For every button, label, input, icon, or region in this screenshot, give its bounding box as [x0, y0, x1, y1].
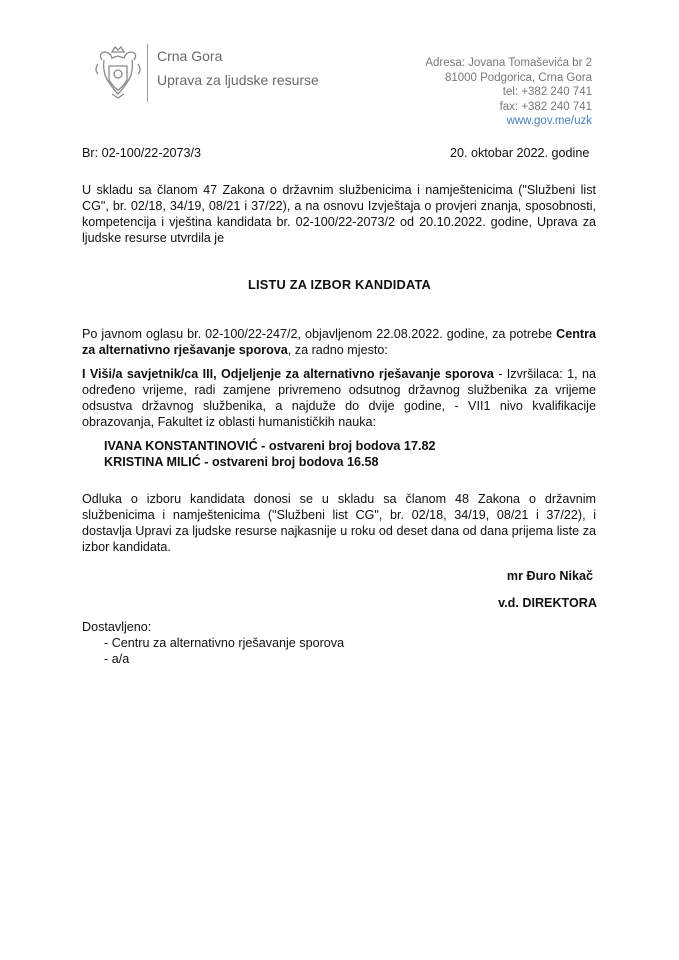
contact-address: Adresa: Jovana Tomaševića br 2 [425, 57, 592, 69]
announcement-text: Po javnom oglasu br. 02-100/22-247/2, objavljenom 22.08.2022. godine, za potrebe [82, 327, 557, 341]
contact-city: 81000 Podgorica, Crna Gora [444, 71, 592, 84]
signatory-role: v.d. DIREKTORA [498, 596, 597, 610]
position-details: - Izvršilaca: 1, na određeno vrijeme, radi zamjene privremeno odsutnog državnog službenika za vrijeme odsustva državnog službenika, a najduže do dvije godine, - VII1 nivo kvalifikacije obrazovanja, Fakultet iz oblasti humanističkih nauka: [82, 367, 596, 429]
intro-paragraph: U skladu sa članom 47 Zakona o državnim službenicima i namještenicima ("Službeni list CG", br. 02/18, 34/19, 08/21 i 37/22), a na osnovu Izvještaja o provjeri znanja, sposobnosti, kompetencija i vještina kandidata br. 02-100/22-2073/2 od 20.10.2022. godine, Uprava za ljudske resurse utvrdila je [82, 183, 596, 245]
coat-of-arms-icon [92, 44, 144, 100]
distribution-label: Dostavljeno: [82, 620, 152, 634]
contact-web-link[interactable]: www.gov.me/uzk [506, 115, 592, 127]
closing-paragraph: Odluka o izboru kandidata donosi se u skladu sa članom 48 Zakona o državnim službenicima i namještenicima ("Službeni list CG", br. 02/18, 34/19, 08/21 i 37/22), i dostavlja Upravi za ljudske resurse najkasnije u roku od deset dana od dana prijema liste za izbor kandidata. [82, 492, 596, 554]
document-date: 20. oktobar 2022. godine [450, 146, 590, 160]
distribution-item: - Centru za alternativno rješavanje sporova [104, 636, 345, 650]
contact-fax: fax: +382 240 741 [499, 100, 592, 113]
contact-block [425, 56, 592, 129]
document-title: LISTU ZA IZBOR KANDIDATA [248, 277, 431, 292]
announcement-tail: , za radno mjesto: [287, 343, 388, 357]
announcement-paragraph [82, 326, 596, 358]
org-subtitle: Uprava za ljudske resurse [157, 72, 319, 88]
candidate-1: IVANA KONSTANTINOVIĆ - ostvareni broj bodova 17.82 [104, 439, 436, 453]
signatory-name: mr Đuro Nikač [506, 569, 593, 583]
announcement-org: Centra za alternativno rješavanje sporova [82, 327, 596, 357]
distribution-item: - a/a [104, 652, 130, 666]
contact-tel: tel: +382 240 741 [502, 86, 592, 98]
org-name: Crna Gora [157, 48, 223, 64]
candidate-2: KRISTINA MILIĆ - ostvareni broj bodova 16.58 [104, 455, 379, 469]
header-divider [147, 44, 148, 102]
reference-number: Br: 02-100/22-2073/3 [82, 146, 202, 160]
position-paragraph [82, 366, 596, 430]
position-title: I Viši/a savjetnik/ca III, Odjeljenje za alternativno rješavanje sporova [82, 367, 494, 381]
